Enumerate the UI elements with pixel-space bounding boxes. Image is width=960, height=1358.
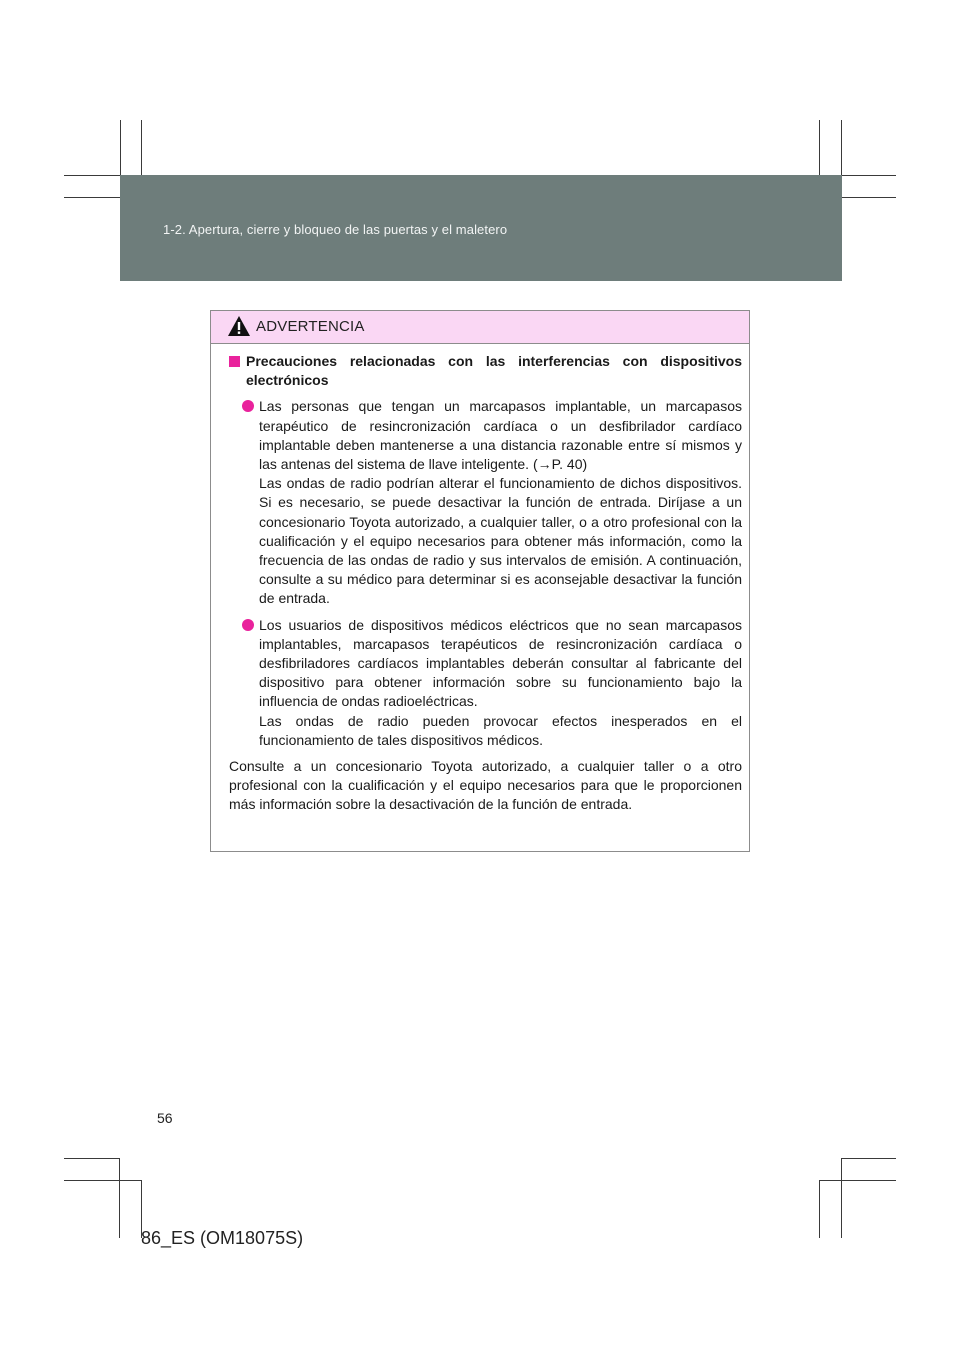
document-code: 86_ES (OM18075S) [141, 1228, 304, 1248]
bullet-paragraph: Las ondas de radio podrían alterar el funcionamiento de dichos dispositivos. Si es necesario, se puede desactivar la función de entrada. Diríjase a un concesionario Toyota autorizado, a cualquier taller, o a otro profesional con la cualificación y el equipo necesarios para obtener más información, como la frecuencia de las ondas de radio y sus intervalos de emisión. A continuación, consulte a su médico para determinar si es aconsejable desactivar la función de entrada. [259, 475, 742, 607]
circle-bullet-icon [242, 400, 254, 412]
warning-body [211, 344, 749, 815]
warning-triangle-icon [227, 315, 251, 337]
warning-title: ADVERTENCIA [256, 318, 365, 335]
crop-mark [64, 175, 120, 176]
bullet-item [229, 397, 742, 608]
crop-mark [119, 1158, 120, 1238]
square-bullet-icon [229, 356, 240, 367]
crop-mark [819, 1180, 896, 1181]
crop-mark [819, 1180, 820, 1238]
crop-mark [141, 120, 142, 175]
closing-paragraph: Consulte a un concesionario Toyota autorizado, a cualquier taller o a otro profesional con la cualificación y el equipo necesarios para que le proporcionen más información sobre la desactivación de la función de entrada. [229, 758, 742, 813]
crop-mark [819, 120, 820, 175]
bullet-paragraph: Las ondas de radio pueden provocar efectos inesperados en el funcionamiento de tales dispositivos médicos. [259, 712, 742, 748]
warning-subheading-text: Precauciones relacionadas con las interferencias con dispositivos electrónicos [246, 353, 742, 389]
crop-mark [841, 120, 842, 175]
warning-box [210, 310, 750, 852]
crop-mark [841, 1158, 842, 1238]
crop-mark [64, 1158, 119, 1159]
crop-mark [120, 120, 121, 175]
bullet-paragraph: Las personas que tengan un marcapasos implantable, un marcapasos terapéutico de resincronización cardíaca o un desfibrilador cardíaco implantable deben mantenerse a una distancia razonable entre sí mismos y las antenas del sistema de llave inteligente. (→P. 40) [259, 398, 742, 473]
warning-header [211, 311, 749, 344]
circle-bullet-icon [242, 619, 254, 631]
bullet-item [229, 616, 742, 750]
bullet-paragraph: Los usuarios de dispositivos médicos eléctricos que no sean marcapasos implantables, marcapasos terapéuticos de resincronización cardíaca o desfibriladores cardíacos implantables deberán consultar al fabricante del dispositivo para obtener información sobre su funcionamiento bajo la influencia de ondas radioeléctricas. [259, 616, 742, 710]
crop-mark [841, 1158, 896, 1159]
crop-mark [842, 175, 896, 176]
crop-mark [64, 1180, 141, 1181]
warning-subheading [229, 352, 742, 390]
section-title: 1-2. Apertura, cierre y bloqueo de las puertas y el maletero [163, 222, 508, 237]
page-number: 56 [157, 1110, 173, 1126]
